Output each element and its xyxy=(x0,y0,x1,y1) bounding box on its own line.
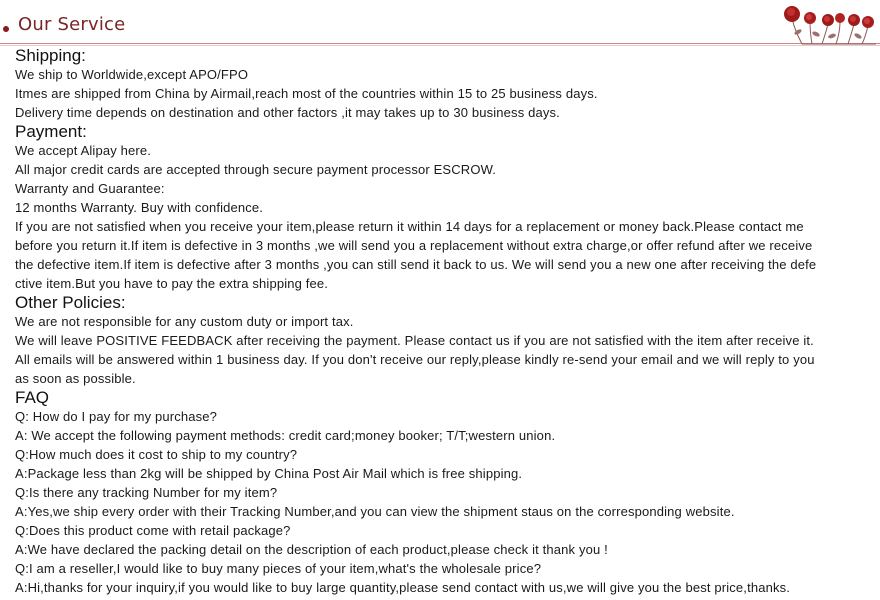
header-divider xyxy=(0,43,880,44)
faq-answer: A: We accept the following payment methods: credit card;money booker; T/T;western union. xyxy=(15,428,556,443)
service-content xyxy=(15,46,875,597)
payment-line: If you are not satisfied when you receive your item,please return it within 14 days for a replacement or money back.Please contact me xyxy=(15,219,804,234)
policies-heading: Other Policies: xyxy=(15,293,126,312)
faq-answer: A:Yes,we ship every order with their Tracking Number,and you can view the shipment staus on the corresponding website. xyxy=(15,504,735,519)
policies-line: as soon as possible. xyxy=(15,371,136,386)
page-header xyxy=(0,0,880,50)
payment-line: 12 months Warranty. Buy with confidence. xyxy=(15,200,264,215)
faq-question: Q:Is there any tracking Number for my item? xyxy=(15,485,278,500)
shipping-section xyxy=(15,46,875,122)
page-title: Our Service xyxy=(18,14,126,35)
policies-line: All emails will be answered within 1 business day. If you don't receive our reply,please kindly re-send your email and we will reply to you xyxy=(15,352,815,367)
faq-question: Q:Does this product come with retail package? xyxy=(15,523,291,538)
payment-heading: Payment: xyxy=(15,122,87,141)
dot-icon xyxy=(3,26,9,32)
faq-section xyxy=(15,388,875,597)
shipping-line: Itmes are shipped from China by Airmail,reach most of the countries within 15 to 25 business days. xyxy=(15,86,598,101)
faq-answer: A:We have declared the packing detail on the description of each product,please check it thank you ! xyxy=(15,542,608,557)
faq-question: Q:I am a reseller,I would like to buy many pieces of your item,what's the wholesale price? xyxy=(15,561,542,576)
faq-answer: A:Hi,thanks for your inquiry,if you would like to buy large quantity,please send contact with us,we will give you the best price,thanks. xyxy=(15,580,791,595)
payment-line: ctive item.But you have to pay the extra shipping fee. xyxy=(15,276,329,291)
policies-line: We will leave POSITIVE FEEDBACK after receiving the payment. Please contact us if you are not satisfied with the item after receive it. xyxy=(15,333,814,348)
faq-question: Q: How do I pay for my purchase? xyxy=(15,409,218,424)
faq-question: Q:How much does it cost to ship to my country? xyxy=(15,447,298,462)
shipping-heading: Shipping: xyxy=(15,46,86,65)
payment-line: the defective item.If item is defective after 3 months ,you can still send it back to us. We will send you a new one after receiving the defe xyxy=(15,257,817,272)
payment-line: All major credit cards are accepted through secure payment processor ESCROW. xyxy=(15,162,497,177)
faq-heading: FAQ xyxy=(15,388,50,407)
payment-line: Warranty and Guarantee: xyxy=(15,181,165,196)
payment-section xyxy=(15,122,875,293)
shipping-line: Delivery time depends on destination and other factors ,it may takes up to 30 business days. xyxy=(15,105,560,120)
shipping-line: We ship to Worldwide,except APO/FPO xyxy=(15,67,249,82)
faq-answer: A:Package less than 2kg will be shipped by China Post Air Mail which is free shipping. xyxy=(15,466,523,481)
policies-section xyxy=(15,293,875,388)
payment-line: before you return it.If item is defective in 3 months ,we will send you a replacement without extra charge,or offer refund after we receive xyxy=(15,238,813,253)
payment-line: We accept Alipay here. xyxy=(15,143,152,158)
policies-line: We are not responsible for any custom duty or import tax. xyxy=(15,314,354,329)
rose-flowers-icon xyxy=(780,0,880,46)
